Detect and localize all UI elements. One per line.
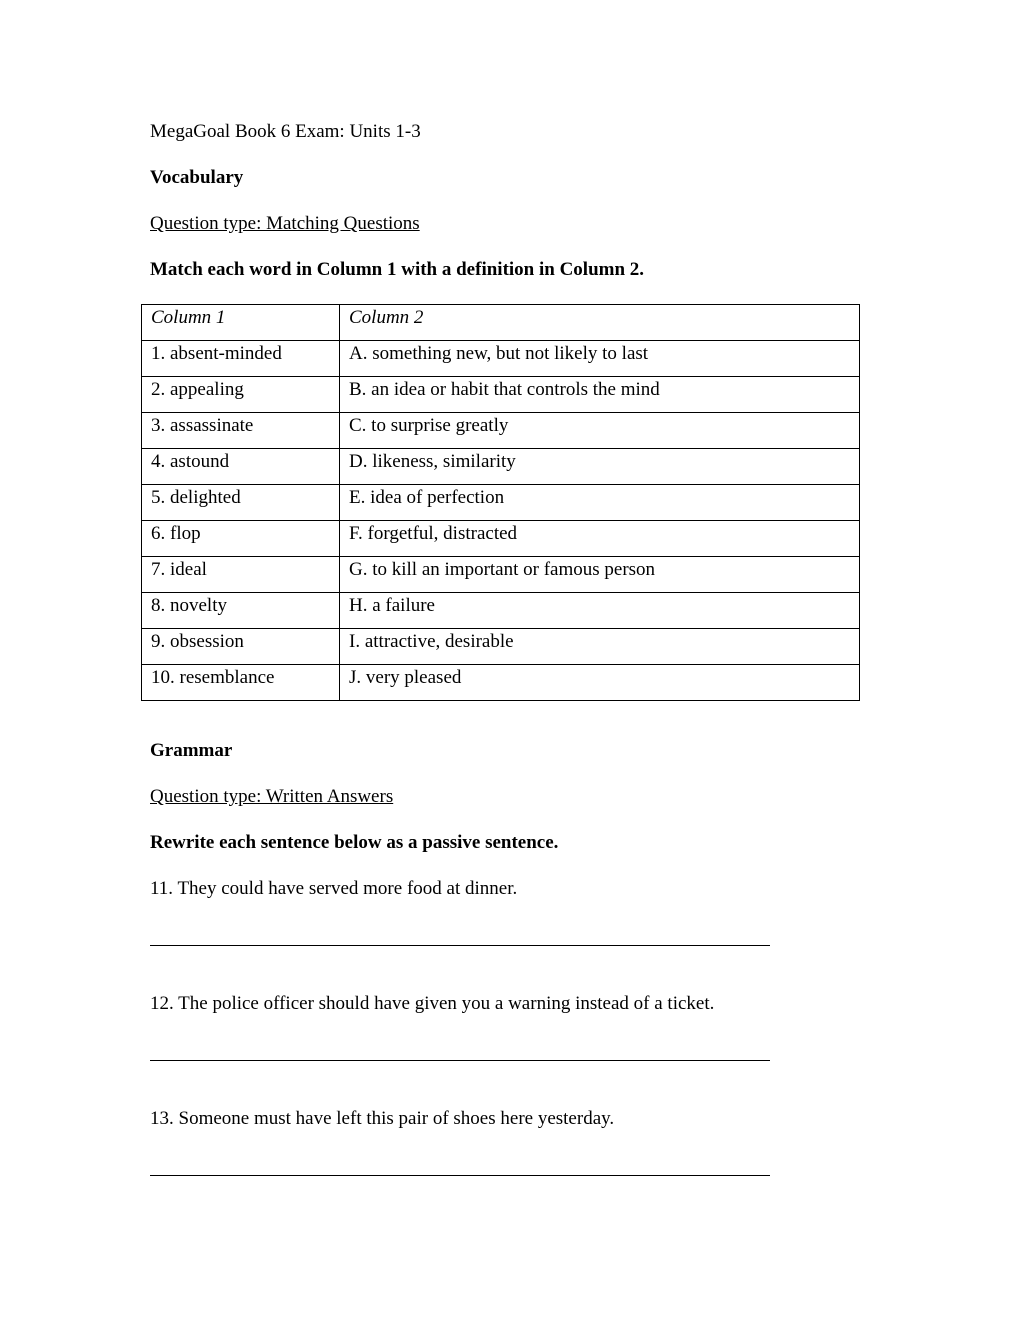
definition-cell: A. something new, but not likely to last <box>340 341 860 377</box>
word-cell: 4. astound <box>142 449 340 485</box>
definition-cell: F. forgetful, distracted <box>340 521 860 557</box>
matching-table <box>141 304 860 701</box>
table-header-row <box>142 305 860 341</box>
answer-line-11[interactable] <box>150 945 770 946</box>
word-cell: 3. assassinate <box>142 413 340 449</box>
column-2-header: Column 2 <box>340 305 860 341</box>
column-1-header: Column 1 <box>142 305 340 341</box>
answer-line-12[interactable] <box>150 1060 770 1061</box>
word-cell: 1. absent-minded <box>142 341 340 377</box>
question-11: 11. They could have served more food at dinner. <box>150 878 518 899</box>
answer-line-13[interactable] <box>150 1175 770 1176</box>
definition-cell: D. likeness, similarity <box>340 449 860 485</box>
word-cell: 8. novelty <box>142 593 340 629</box>
definition-cell: I. attractive, desirable <box>340 629 860 665</box>
table-row <box>142 377 860 413</box>
word-cell: 5. delighted <box>142 485 340 521</box>
table-row <box>142 557 860 593</box>
grammar-question-type: Question type: Written Answers <box>150 786 394 807</box>
grammar-instruction: Rewrite each sentence below as a passive sentence. <box>150 832 559 853</box>
table-row <box>142 593 860 629</box>
table-row <box>142 341 860 377</box>
table-row <box>142 449 860 485</box>
question-13: 13. Someone must have left this pair of shoes here yesterday. <box>150 1108 615 1129</box>
word-cell: 10. resemblance <box>142 665 340 701</box>
table-row <box>142 629 860 665</box>
question-12: 12. The police officer should have given you a warning instead of a ticket. <box>150 993 715 1014</box>
table-row <box>142 521 860 557</box>
definition-cell: H. a failure <box>340 593 860 629</box>
vocabulary-instruction: Match each word in Column 1 with a definition in Column 2. <box>150 259 645 280</box>
vocabulary-heading: Vocabulary <box>150 167 244 188</box>
table-row <box>142 665 860 701</box>
word-cell: 2. appealing <box>142 377 340 413</box>
definition-cell: C. to surprise greatly <box>340 413 860 449</box>
table-row <box>142 413 860 449</box>
word-cell: 7. ideal <box>142 557 340 593</box>
word-cell: 6. flop <box>142 521 340 557</box>
word-cell: 9. obsession <box>142 629 340 665</box>
definition-cell: B. an idea or habit that controls the mind <box>340 377 860 413</box>
vocabulary-question-type: Question type: Matching Questions <box>150 213 420 234</box>
grammar-heading: Grammar <box>150 740 233 761</box>
definition-cell: E. idea of perfection <box>340 485 860 521</box>
document-title: MegaGoal Book 6 Exam: Units 1-3 <box>150 121 421 142</box>
definition-cell: J. very pleased <box>340 665 860 701</box>
definition-cell: G. to kill an important or famous person <box>340 557 860 593</box>
table-row <box>142 485 860 521</box>
